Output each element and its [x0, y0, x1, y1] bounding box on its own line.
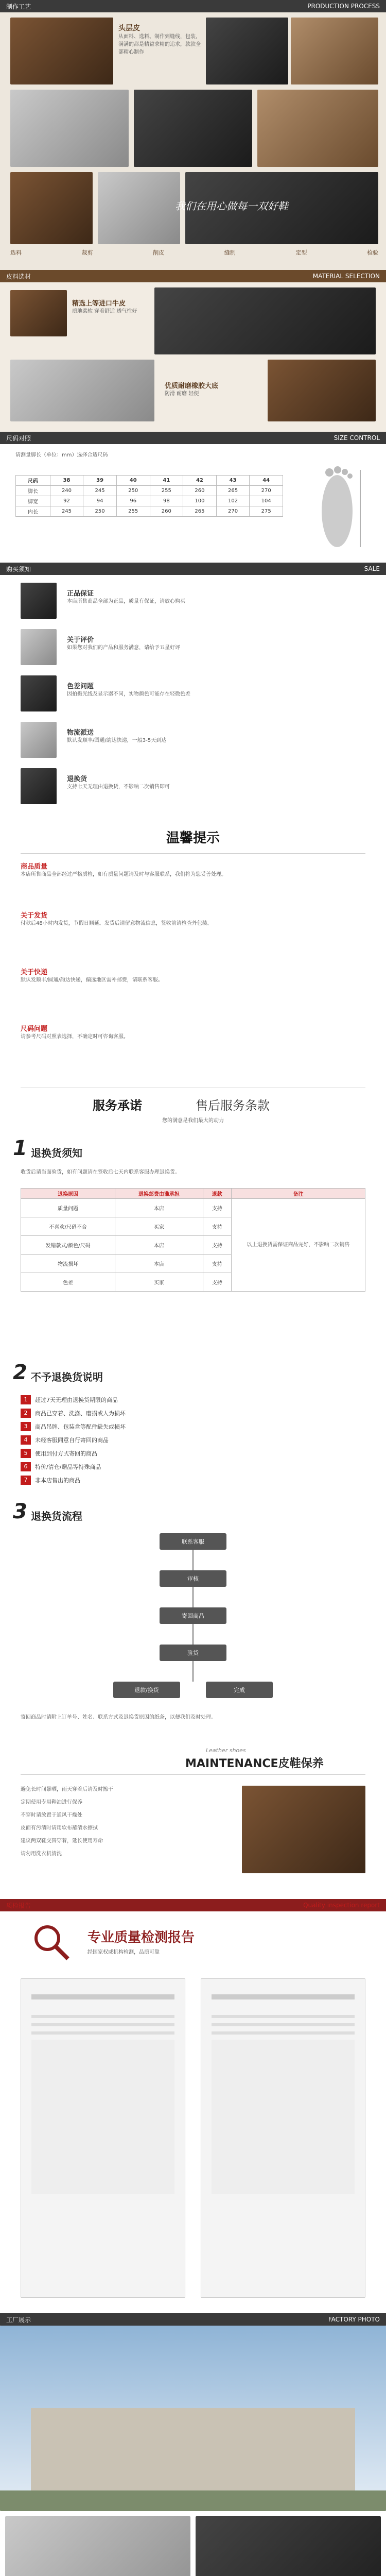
return-td: 支持 — [203, 1255, 232, 1273]
return-td: 本店 — [115, 1199, 203, 1217]
maintenance-title: MAINTENANCE皮鞋保养 — [185, 1757, 324, 1770]
flow-step: 联系客服 — [160, 1533, 226, 1550]
feature-title: 精选上等进口牛皮 — [72, 300, 126, 308]
service-item — [67, 588, 355, 605]
factory-tag-en: FACTORY PHOTO — [328, 2316, 380, 2323]
service-title: 关于评价 — [67, 636, 94, 644]
process-photo-5 — [257, 90, 378, 167]
return-table — [21, 1188, 365, 1292]
size-note: 请测量脚长（单位：mm）选择合适尺码 — [15, 452, 108, 458]
size-th: 40 — [116, 476, 150, 486]
return-td: 发错款式/颜色/尺码 — [21, 1236, 115, 1255]
sale-tag: 购买须知 — [6, 565, 31, 573]
size-th: 尺码 — [16, 476, 50, 486]
maintenance-item: 避免长时间暴晒，雨天穿着后请及时擦干 — [21, 1787, 113, 1792]
promise-left: 服务承诺 — [93, 1098, 142, 1113]
size-td: 245 — [50, 506, 83, 517]
size-td: 245 — [83, 486, 117, 496]
factory-building-photo — [0, 2326, 386, 2511]
size-th: 41 — [150, 476, 183, 486]
factory-section — [0, 2326, 386, 2576]
size-td: 255 — [150, 486, 183, 496]
promise-right: 售后服务条款 — [196, 1098, 270, 1113]
maintenance-section — [0, 1744, 386, 1899]
divider — [21, 1774, 365, 1775]
section-number: 1 — [13, 1137, 27, 1160]
material-tag-en: MATERIAL SELECTION — [312, 273, 380, 280]
size-th: 44 — [250, 476, 283, 486]
material-swatch — [10, 290, 67, 336]
flow-step: 审核 — [160, 1570, 226, 1587]
return-icon — [21, 768, 57, 804]
return-td: 买家 — [115, 1273, 203, 1292]
step-label: 定型 — [295, 249, 307, 256]
table-row — [21, 1199, 365, 1217]
material-header — [0, 270, 386, 282]
return-td: 质量问题 — [21, 1199, 115, 1217]
quality-icon — [21, 583, 57, 619]
size-th: 38 — [50, 476, 83, 486]
table-row — [16, 506, 283, 517]
service-title: 退换货 — [67, 775, 87, 783]
no-return-title: 不予退换货说明 — [31, 1371, 103, 1383]
return-td: 支持 — [203, 1236, 232, 1255]
quality-section — [0, 1911, 386, 2313]
size-td: 脚宽 — [16, 496, 50, 506]
step-label: 裁剪 — [81, 249, 93, 256]
step-label: 选料 — [10, 249, 22, 256]
production-tag: 制作工艺 — [6, 3, 31, 10]
process-steps — [10, 248, 378, 257]
maintenance-item: 建议两双鞋交替穿着，延长使用寿命 — [21, 1838, 103, 1844]
no-return-text: 超过7天无理由退换货期限的商品 — [35, 1397, 118, 1403]
section-number: 2 — [13, 1361, 27, 1384]
sole-photo-2 — [268, 360, 376, 421]
flow-connector — [192, 1587, 194, 1607]
return-td: 本店 — [115, 1255, 203, 1273]
list-item: 4 未经客服同意自行寄回的商品 — [21, 1434, 365, 1446]
quality-title: 专业质量检测报告 — [87, 1930, 195, 1945]
service-title: 物流派送 — [67, 729, 94, 737]
return-td: 物流损坏 — [21, 1255, 115, 1273]
production-tag-en: PRODUCTION PROCESS — [307, 3, 380, 10]
return-td: 色差 — [21, 1273, 115, 1292]
report-document-2 — [201, 1978, 365, 2298]
table-row — [16, 486, 283, 496]
return-th: 退换原因 — [21, 1189, 115, 1199]
list-item: 7 非本店售出的商品 — [21, 1475, 365, 1486]
flow-connector — [192, 1550, 194, 1570]
return-td: 支持 — [203, 1199, 232, 1217]
size-td: 240 — [50, 486, 83, 496]
size-td: 260 — [183, 486, 217, 496]
no-return-text: 商品吊牌、包装盒等配件缺失或损坏 — [35, 1423, 126, 1430]
tips-block-title: 关于快递 — [21, 969, 48, 976]
size-td: 270 — [250, 486, 283, 496]
factory-tag: 工厂展示 — [6, 2316, 31, 2324]
service-title: 色差问题 — [67, 683, 94, 690]
leather-photo — [10, 18, 113, 84]
divider — [21, 853, 365, 854]
return-table-header — [21, 1189, 365, 1199]
foot-measure-icon — [309, 454, 365, 552]
flow-step: 退款/换货 — [113, 1682, 180, 1698]
tips-block — [21, 1023, 365, 1041]
flow-connector — [192, 1624, 194, 1645]
size-th: 39 — [83, 476, 117, 486]
size-td: 250 — [83, 506, 117, 517]
size-td: 275 — [250, 506, 283, 517]
tips-block-text: 本店所售商品全部经过严格质检，如有质量问题请及时与客服联系，我们将为您妥善处理。 — [21, 872, 226, 877]
intro-text: 从面料、选料、制作到缝线，包装，满满的都是精益求精的追求，款款全部精心制作 — [118, 34, 201, 55]
size-td: 265 — [183, 506, 217, 517]
quality-header — [0, 1899, 386, 1911]
tips-block — [21, 910, 365, 927]
section-number: 3 — [13, 1500, 27, 1523]
step-label: 削皮 — [153, 249, 165, 256]
service-desc: 因拍摄光线及显示器不同，实物颜色可能存在轻微色差 — [67, 691, 190, 697]
delivery-icon — [21, 722, 57, 758]
flow-note: 寄回商品时请附上订单号、姓名、联系方式及退换货原因的纸条，以便我们及时处理。 — [21, 1715, 216, 1720]
return-remark: 以上退换货需保证商品完好，不影响二次销售 — [232, 1199, 365, 1292]
tips-title: 温馨提示 — [166, 831, 220, 846]
return-th: 退换邮费由谁承担 — [115, 1189, 203, 1199]
return-td: 不喜欢/尺码不合 — [21, 1217, 115, 1236]
material-tag: 皮料选材 — [6, 273, 31, 280]
workshop-photo-1 — [5, 2516, 190, 2576]
service-desc: 默认发顺丰/圆通/韵达快递，一般3-5天到达 — [67, 738, 167, 743]
tips-block-text: 请参考尺码对照表选择，不确定时可咨询客服。 — [21, 1034, 129, 1040]
magnifier-icon — [31, 1922, 72, 1963]
service-item — [67, 681, 355, 698]
service-desc: 支持七天无理由退换货，不影响二次销售即可 — [67, 784, 170, 790]
size-table-header — [16, 476, 283, 486]
size-section — [0, 444, 386, 563]
tips-block-text: 付款后48小时内发货，节假日顺延。发货后请留意物流信息，签收前请检查外包装。 — [21, 921, 213, 926]
process-photo-6 — [10, 172, 93, 244]
promise-sub: 您的满意是我们最大的动力 — [162, 1118, 224, 1124]
tips-block-title: 关于发货 — [21, 912, 48, 920]
tips-block-text: 默认发顺丰/圆通/韵达快递，偏远地区需补邮费，请联系客服。 — [21, 977, 163, 983]
list-item: 2 商品已穿着、洗涤、磨损或人为损坏 — [21, 1408, 365, 1419]
return-td: 买家 — [115, 1217, 203, 1236]
size-td: 脚长 — [16, 486, 50, 496]
return-flow-title: 退换货流程 — [31, 1510, 82, 1522]
tips-section — [0, 817, 386, 1085]
sale-header — [0, 563, 386, 575]
size-td: 102 — [216, 496, 250, 506]
flow-step: 完成 — [206, 1682, 273, 1698]
size-td: 96 — [116, 496, 150, 506]
list-item: 1 超过7天无理由退换货期限的商品 — [21, 1394, 365, 1405]
sale-tag-en: SALE — [364, 565, 380, 572]
production-header — [0, 0, 386, 12]
service-section — [0, 575, 386, 817]
size-td: 270 — [216, 506, 250, 517]
factory-header — [0, 2313, 386, 2326]
size-tag-en: SIZE CONTROL — [334, 434, 380, 442]
size-td: 100 — [183, 496, 217, 506]
size-td: 92 — [50, 496, 83, 506]
no-return-text: 非本店售出的商品 — [35, 1477, 80, 1484]
step-label: 缝制 — [224, 249, 236, 256]
table-row — [16, 496, 283, 506]
flow-connector — [192, 1661, 194, 1682]
feature-desc: 质地柔软 穿着舒适 透气性好 — [72, 309, 137, 314]
service-item — [67, 773, 355, 791]
flow-step: 验货 — [160, 1645, 226, 1661]
size-td: 98 — [150, 496, 183, 506]
process-photo-1 — [206, 18, 288, 84]
return-th: 备注 — [232, 1189, 365, 1199]
production-section — [0, 12, 386, 270]
tips-block-title: 商品质量 — [21, 863, 48, 871]
return-td: 支持 — [203, 1217, 232, 1236]
size-td: 250 — [116, 486, 150, 496]
process-photo-2 — [291, 18, 378, 84]
size-th: 43 — [216, 476, 250, 486]
feature-title: 优质耐磨橡胶大底 — [165, 382, 219, 390]
list-item: 3 商品吊牌、包装盒等配件缺失或损坏 — [21, 1421, 365, 1432]
return-flow-section — [0, 1497, 386, 1744]
size-table — [15, 475, 283, 517]
production-slogan: 我们在用心做每一双好鞋 — [175, 200, 288, 212]
no-return-text: 使用到付方式寄回的商品 — [35, 1450, 97, 1457]
maintenance-item: 请勿用洗衣机清洗 — [21, 1851, 62, 1857]
no-return-text: 未经客服同意自行寄回的商品 — [35, 1437, 109, 1444]
size-td: 260 — [150, 506, 183, 517]
size-td: 内长 — [16, 506, 50, 517]
service-item — [67, 634, 355, 652]
review-icon — [21, 629, 57, 665]
service-item — [67, 727, 355, 744]
feature-desc: 防滑 耐磨 轻便 — [165, 391, 199, 397]
size-header — [0, 432, 386, 444]
size-td: 104 — [250, 496, 283, 506]
service-title: 正品保证 — [67, 590, 94, 598]
promise-section — [0, 1085, 386, 1131]
no-return-section — [0, 1358, 386, 1497]
report-document-1 — [21, 1978, 185, 2298]
list-item: 5 使用到付方式寄回的商品 — [21, 1448, 365, 1459]
size-td: 255 — [116, 506, 150, 517]
intro-title: 头层皮 — [118, 24, 140, 32]
maintenance-item: 不穿时请放置于通风干燥处 — [21, 1812, 82, 1818]
no-return-text: 特价/清仓/赠品等特殊商品 — [35, 1464, 101, 1470]
maintenance-item: 皮面有污渍时请用软布蘸清水擦拭 — [21, 1825, 98, 1831]
production-intro — [118, 23, 201, 56]
return-intro: 收货后请当面验货，如有问题请在签收后七天内联系客服办理退换货。 — [21, 1170, 180, 1175]
return-notice-section — [0, 1131, 386, 1358]
return-td: 本店 — [115, 1236, 203, 1255]
tips-block-title: 尺码问题 — [21, 1025, 48, 1033]
workshop-photo-2 — [196, 2516, 381, 2576]
service-desc: 如果您对我们的产品和服务满意，请给予五星好评 — [67, 645, 180, 651]
return-notice-title: 退换货须知 — [31, 1147, 82, 1159]
size-td: 94 — [83, 496, 117, 506]
material-feature-1 — [72, 298, 137, 315]
service-desc: 本店所售商品全部为正品，质量有保证，请放心购买 — [67, 599, 185, 604]
size-th: 42 — [183, 476, 217, 486]
flow-step: 寄回商品 — [160, 1607, 226, 1624]
quality-tag: 质检报告 — [6, 1902, 31, 1909]
maintenance-item: 定期使用专用鞋油进行保养 — [21, 1800, 82, 1805]
material-section — [0, 282, 386, 432]
size-td: 265 — [216, 486, 250, 496]
list-item: 6 特价/清仓/赠品等特殊商品 — [21, 1461, 365, 1472]
tips-block — [21, 861, 365, 878]
return-td: 支持 — [203, 1273, 232, 1292]
leather-rolls-photo — [154, 287, 376, 354]
sole-photo — [10, 360, 154, 421]
process-photo-4 — [134, 90, 252, 167]
process-photo-7 — [98, 172, 180, 244]
quality-sub: 经国家权威机构检测，品质可靠 — [87, 1950, 160, 1955]
return-th: 退款 — [203, 1189, 232, 1199]
no-return-text: 商品已穿着、洗涤、磨损或人为损坏 — [35, 1410, 126, 1417]
shoe-care-photo — [242, 1786, 365, 1873]
color-icon — [21, 675, 57, 711]
tips-block — [21, 967, 365, 984]
maintenance-sub: Leather shoes — [206, 1747, 246, 1754]
process-photo-3 — [10, 90, 129, 167]
size-tag: 尺码对照 — [6, 434, 31, 442]
step-label: 检验 — [366, 249, 378, 256]
quality-tag-en: Quality inspection report — [303, 1902, 380, 1909]
material-feature-2 — [165, 380, 218, 398]
